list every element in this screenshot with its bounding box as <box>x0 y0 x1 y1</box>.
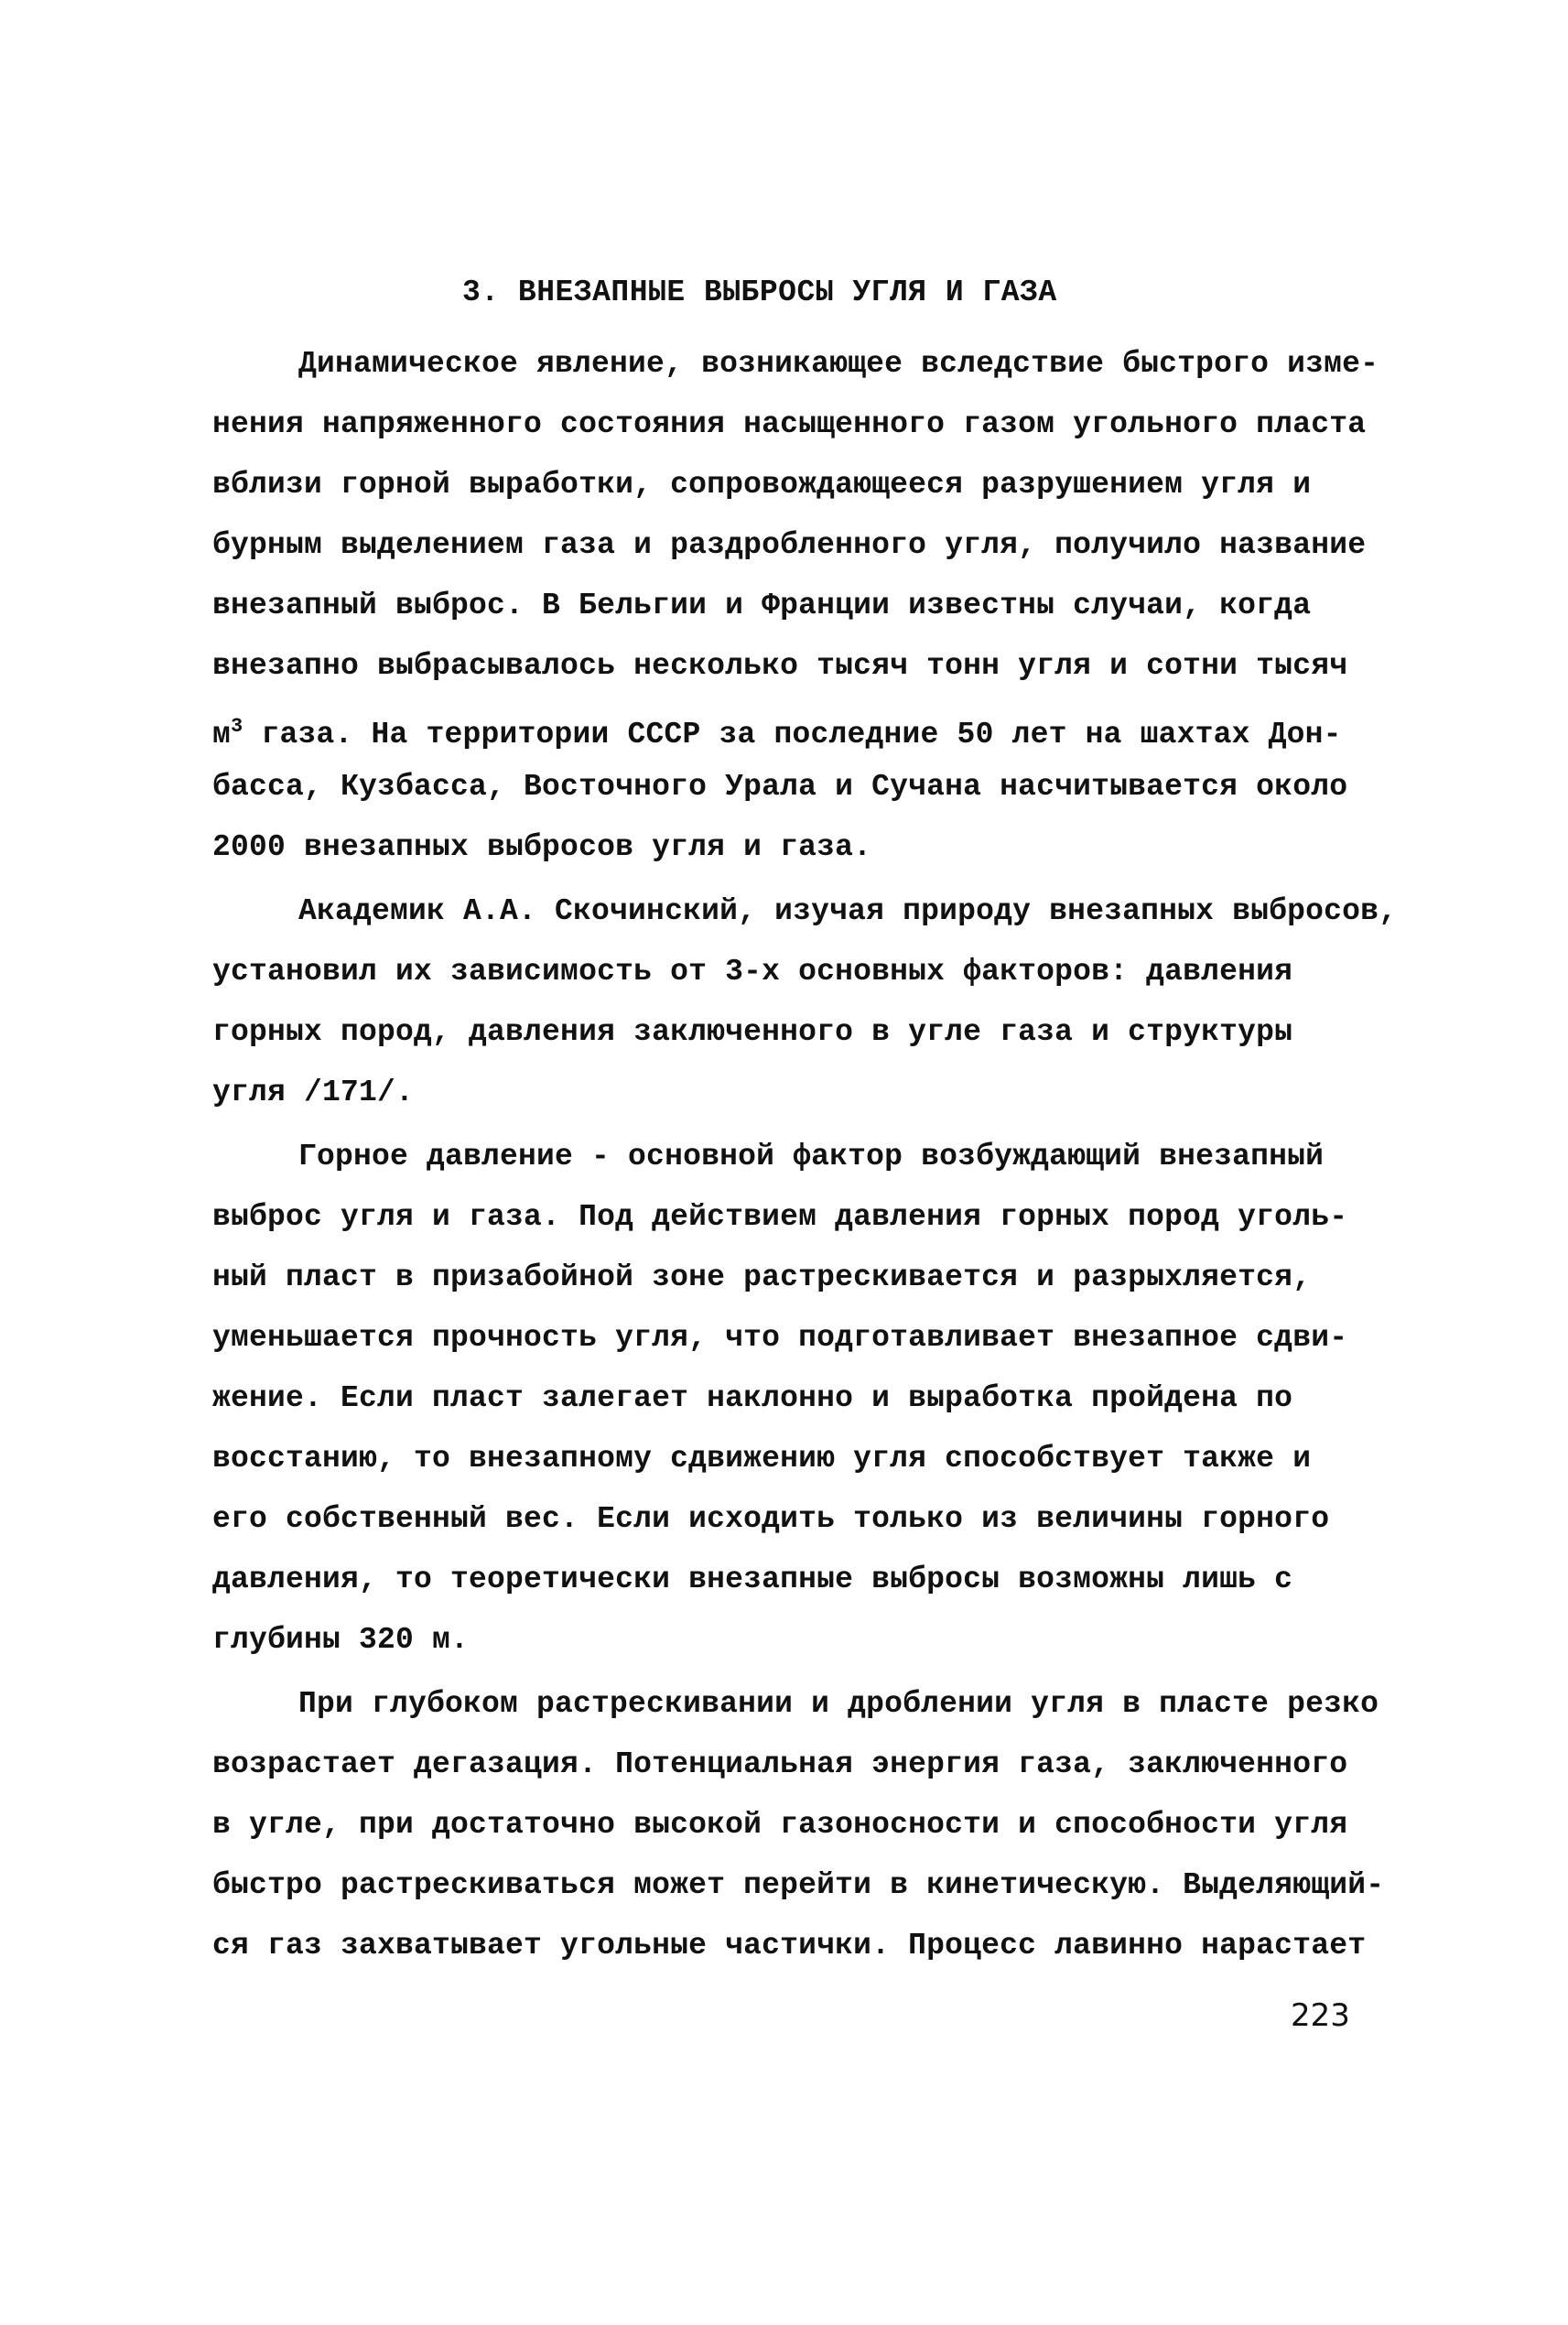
text-line: уменьшается прочность угля, что подготавливает внезапное сдви- <box>212 1321 1348 1355</box>
text-line: глубины 320 м. <box>212 1623 470 1657</box>
text-line: Академик А.А. Скочинский, изучая природу внезапных выбросов, <box>298 894 1398 928</box>
section-heading: 3. ВНЕЗАПНЫЕ ВЫБРОСЫ УГЛЯ И ГАЗА <box>462 276 1057 309</box>
unit-superscript: 3 <box>231 715 243 738</box>
text-line-rest: газа. На территории СССР за последние 50 лет на шахтах Дон- <box>261 718 1342 752</box>
text-line: бурным выделением газа и раздробленного угля, получило название <box>212 528 1367 562</box>
text-line: быстро растрескиваться может перейти в кинетическую. Выделяющий- <box>212 1868 1385 1902</box>
text-line: угля /171/. <box>212 1076 415 1109</box>
text-line: его собственный вес. Если исходить только из величины горного <box>212 1502 1330 1536</box>
text-line: ся газ захватывает угольные частички. Процесс лавинно нарастает <box>212 1929 1367 1963</box>
text-line-with-unit <box>212 708 1402 753</box>
page-number: 223 <box>1291 1997 1350 2034</box>
text-line: ный пласт в призабойной зоне растрескивается и разрыхляется, <box>212 1260 1312 1294</box>
text-line: давления, то теоретически внезапные выбросы возможны лишь с <box>212 1563 1293 1596</box>
text-line: внезапный выброс. В Бельгии и Франции известны случаи, когда <box>212 589 1312 622</box>
text-line: выброс угля и газа. Под действием давления горных пород уголь- <box>212 1200 1348 1234</box>
text-line: Горное давление - основной фактор возбуждающий внезапный <box>298 1140 1325 1173</box>
text-line: басса, Кузбасса, Восточного Урала и Сучана насчитывается около <box>212 770 1348 804</box>
unit-m: м <box>212 718 232 752</box>
text-line: При глубоком растрескивании и дроблении угля в пласте резко <box>298 1687 1379 1721</box>
text-line: вблизи горной выработки, сопровождающееся разрушением угля и <box>212 468 1312 502</box>
text-line: нения напряженного состояния насыщенного газом угольного пласта <box>212 407 1367 441</box>
text-line: горных пород, давления заключенного в угле газа и структуры <box>212 1015 1293 1049</box>
text-line: внезапно выбрасывалось несколько тысяч тонн угля и сотни тысяч <box>212 649 1348 683</box>
text-line: возрастает дегазация. Потенциальная энергия газа, заключенного <box>212 1747 1348 1781</box>
text-line: 2000 внезапных выбросов угля и газа. <box>212 830 872 864</box>
text-line: в угле, при достаточно высокой газоносности и способности угля <box>212 1808 1348 1842</box>
text-line: восстанию, то внезапному сдвижению угля способствует также и <box>212 1442 1312 1476</box>
text-line: установил их зависимость от 3-х основных факторов: давления <box>212 955 1293 989</box>
text-line: жение. Если пласт залегает наклонно и выработка пройдена по <box>212 1381 1293 1415</box>
text-line: Динамическое явление, возникающее вследствие быстрого изме- <box>298 347 1379 381</box>
